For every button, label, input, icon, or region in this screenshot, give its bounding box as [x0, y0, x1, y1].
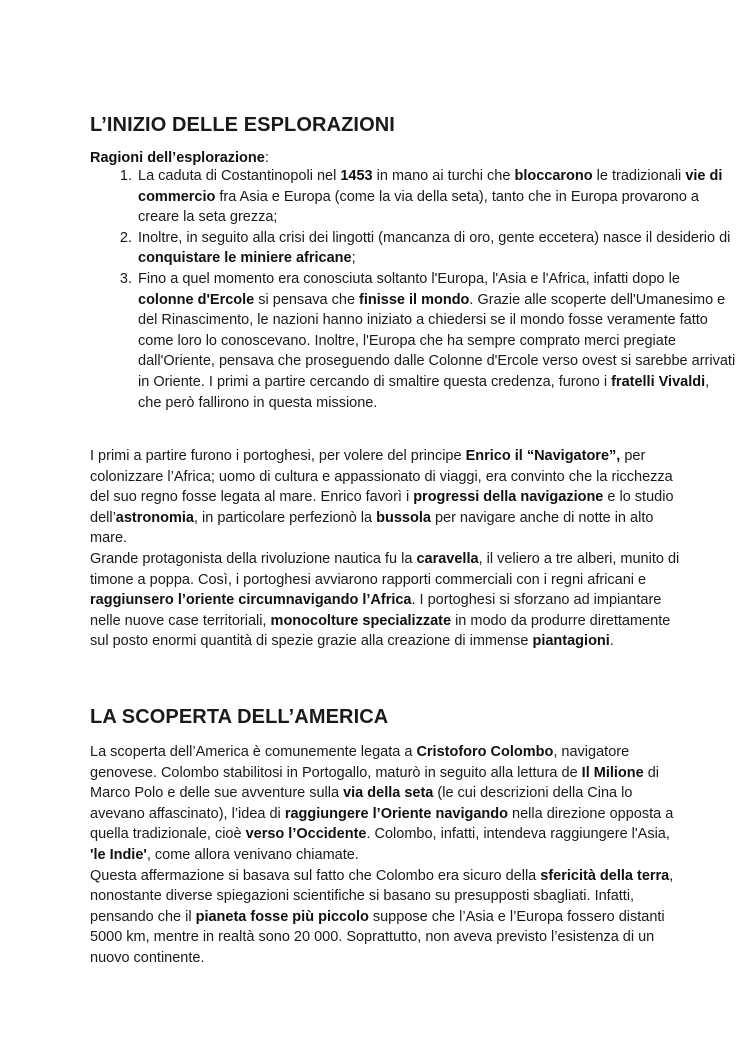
text-run: Inoltre, in seguito alla crisi dei lingotti (mancanza di oro, gente eccetera) nasce il desiderio di	[138, 229, 731, 246]
text-run: di Marco Polo e delle sue avventure sulla	[90, 764, 660, 802]
text-run: , in particolare perfezionò la	[193, 509, 377, 526]
text-run: fra Asia e Europa (come la via della seta), tanto che in Europa provarono a creare la seta grezza;	[138, 188, 699, 226]
text-run: La caduta di Costantinopoli nel	[138, 168, 341, 184]
text-run: Fino a quel momento era conosciuta soltanto l'Europa, l'Asia e l'Africa, infatti dopo le	[138, 270, 680, 287]
text-run: le tradizionali	[592, 168, 686, 184]
bold-text-run: caravella	[416, 550, 479, 567]
bold-text-run: Il Milione	[581, 764, 644, 781]
text-run: , che però fallirono in questa missione.	[138, 373, 710, 411]
portuguese-paragraph	[90, 446, 680, 652]
reason-item-3	[136, 269, 736, 413]
bold-text-run: fratelli Vivaldi	[611, 373, 706, 390]
bold-text-run: bloccarono	[514, 168, 593, 184]
text-run: , nonostante diverse spiegazioni scientifiche si basano su presupposti sbagliati. Infatti, pensando che il	[90, 867, 674, 925]
text-run: I primi a partire furono i portoghesi, per volere del principe	[90, 448, 466, 464]
text-run: , come allora venivano chiamate.	[146, 846, 359, 863]
bold-text-run: bussola	[376, 509, 431, 526]
text-run: .	[609, 633, 614, 650]
text-run: nella direzione opposta a quella tradizionale, cioè	[90, 805, 674, 843]
bold-text-run: 1453	[340, 168, 373, 184]
bold-text-run: Enrico il “Navigatore”,	[465, 448, 621, 464]
text-run: Questa affermazione si basava sul fatto che Colombo era sicuro della	[90, 867, 541, 884]
section-title-explorations: L’INIZIO DELLE ESPLORAZIONI	[90, 114, 395, 136]
bold-text-run: piantagioni	[532, 633, 610, 650]
america-paragraph	[90, 742, 680, 969]
bold-text-run: 'le Indie'	[90, 846, 147, 863]
text-run: . I portoghesi si sforzano ad impiantare nelle nuove case territoriali,	[90, 592, 662, 629]
text-run: (le cui descrizioni della Cina lo avevano affascinato), l’idea di	[90, 785, 633, 822]
bold-text-run: Cristoforo Colombo	[416, 744, 554, 760]
bold-text-run: verso l’Occidente	[245, 826, 367, 843]
text-run: in modo da produrre direttamente sul posto enormi quantità di spezie grazie alla creazione di immense	[90, 612, 671, 650]
reasons-subtitle-label: Ragioni dell’esplorazione	[90, 150, 265, 166]
text-run: ;	[351, 250, 356, 267]
text-run: La scoperta dell’America è comunemente legata a	[90, 744, 417, 760]
bold-text-run: astronomia	[115, 509, 194, 526]
bold-text-run: sfericità della terra	[540, 867, 670, 884]
reasons-subtitle	[90, 148, 269, 168]
text-run: in mano ai turchi che	[372, 168, 515, 184]
text-run: suppose che l’Asia e l’Europa fossero distanti 5000 km, mentre in realtà sono 20 000. Soprattutto, non aveva previsto l’esistenza di un nuovo continente.	[90, 908, 665, 966]
reason-item-1	[136, 166, 736, 228]
reasons-list	[90, 166, 736, 413]
reason-item-2	[136, 228, 736, 269]
text-run: , navigatore genovese. Colombo stabilitosi in Portogallo, maturò in seguito alla lettura de	[90, 744, 630, 781]
text-run: . Colombo, infatti, intendeva raggiungere l'Asia,	[366, 826, 670, 843]
bold-text-run: via della seta	[343, 785, 434, 802]
text-run: Grande protagonista della rivoluzione nautica fu la	[90, 550, 417, 567]
text-run: . Grazie alle scoperte dell'Umanesimo e del Rinascimento, le nazioni hanno iniziato a chiedersi se il mondo fosse veramente fatto come loro lo conoscevano. Inoltre, l'Europa che ha sempre comprato merci pregiate dall'Oriente, pensava che proseguendo dalle Colonne d'Ercole verso ovest si sarebbe arrivati in Oriente. I primi a partire cercando di smaltire questa credenza, furono i	[138, 291, 736, 390]
bold-text-run: colonne d'Ercole	[138, 291, 255, 308]
section-title-america: LA SCOPERTA DELL’AMERICA	[90, 706, 389, 728]
bold-text-run: raggiunsero l’oriente circumnavigando l’Africa	[90, 592, 412, 609]
bold-text-run: monocolture specializzate	[270, 612, 452, 629]
bold-text-run: vie di commercio	[138, 168, 723, 205]
text-run: , il veliero a tre alberi, munito di timone a poppa. Così, i portoghesi avviarono rapporti commerciali con i regni africani e	[90, 550, 680, 588]
bold-text-run: conquistare le miniere africane	[138, 250, 352, 267]
text-run: si pensava che	[254, 291, 360, 308]
bold-text-run: raggiungere l’Oriente navigando	[284, 805, 508, 822]
bold-text-run: finisse il mondo	[359, 291, 470, 308]
text-run: e lo studio dell’	[90, 489, 674, 526]
bold-text-run: pianeta fosse più piccolo	[195, 908, 369, 925]
reasons-subtitle-colon: :	[264, 150, 269, 166]
text-run: per navigare anche di notte in alto mare.	[90, 509, 654, 547]
text-run: per colonizzare l’Africa; uomo di cultura e appassionato di viaggi, era convinto che la ricchezza del suo regno fosse legata al mare. Enrico favorì i	[90, 448, 673, 506]
bold-text-run: progressi della navigazione	[413, 489, 604, 506]
